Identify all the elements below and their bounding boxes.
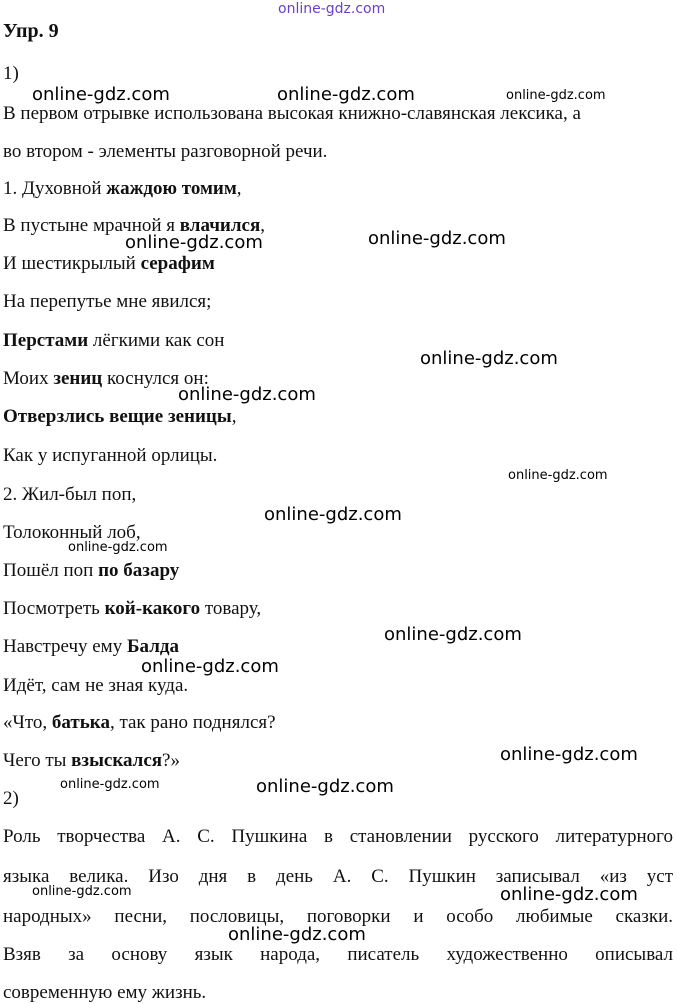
- watermark: online-gdz.com: [68, 540, 168, 555]
- watermark: online-gdz.com: [32, 884, 132, 899]
- paragraph-line-2: языка велика. Изо дня в день А. С. Пушкин записывал «из уст: [3, 866, 673, 887]
- paragraph-line-5: современную ему жизнь.: [3, 982, 207, 1003]
- text-span: товару,: [200, 598, 262, 619]
- watermark: online-gdz.com: [420, 348, 558, 369]
- bold-word: взыскался: [71, 750, 163, 771]
- watermark: online-gdz.com: [500, 744, 638, 765]
- poem-line: [3, 712, 276, 734]
- watermark: online-gdz.com: [125, 232, 263, 253]
- text-span: В пустыне мрачной я: [3, 215, 180, 236]
- text-span: ,: [231, 406, 237, 427]
- bold-word: Перстами: [3, 330, 89, 351]
- text-span: ?»: [162, 750, 180, 771]
- bold-word: Балда: [126, 636, 179, 657]
- poem-line: [3, 178, 242, 200]
- bold-word: влачился: [179, 215, 261, 236]
- poem-line: [3, 598, 261, 620]
- bold-word: Отверзлись вещие зеницы: [3, 406, 232, 427]
- text-span: , так рано поднялся?: [109, 712, 276, 733]
- watermark: online-gdz.com: [500, 884, 638, 905]
- text-span: Пошёл поп: [3, 560, 99, 581]
- poem-line: [3, 750, 180, 772]
- watermark: online-gdz.com: [508, 468, 608, 483]
- text-span: На перепутье мне явился;: [3, 291, 212, 312]
- bold-word: кой-какого: [104, 598, 201, 619]
- watermark: online-gdz.com: [264, 504, 402, 525]
- exercise-title: Упр. 9: [3, 20, 59, 42]
- bold-word: серафим: [140, 253, 215, 274]
- bold-word: жаждою томим: [106, 178, 237, 199]
- bold-word: батька: [51, 712, 110, 733]
- poem-line: [3, 253, 215, 275]
- text-span: лёгкими как сон: [88, 330, 225, 351]
- text-span: Чего ты: [3, 750, 72, 771]
- watermark: online-gdz.com: [32, 84, 170, 105]
- watermark: online-gdz.com: [256, 776, 394, 797]
- watermark: online-gdz.com: [384, 624, 522, 645]
- poem-line: [3, 291, 211, 313]
- part1-label: 1): [3, 63, 19, 84]
- poem-line: [3, 330, 224, 352]
- watermark: online-gdz.com: [277, 84, 415, 105]
- text-span: 1. Духовной: [3, 178, 107, 199]
- watermark: online-gdz.com: [60, 777, 160, 792]
- watermark: online-gdz.com: [506, 88, 606, 103]
- poem-line: [3, 636, 179, 658]
- poem-line: [3, 675, 188, 697]
- watermark: online-gdz.com: [141, 656, 279, 677]
- poem-line: [3, 445, 217, 467]
- paragraph-line-1: Роль творчества А. С. Пушкина в становлении русского литературного: [3, 826, 673, 847]
- text-span: ,: [260, 215, 265, 236]
- poem-line: [3, 560, 179, 582]
- bold-word: по базару: [98, 560, 180, 581]
- poem-line: [3, 484, 136, 506]
- part2-label: 2): [3, 788, 19, 809]
- bold-word: зениц: [53, 368, 103, 389]
- text-span: ,: [236, 178, 242, 199]
- paragraph-line-3: народных» песни, пословицы, поговорки и особо любимые сказки.: [3, 906, 673, 927]
- watermark-top: online-gdz.com: [278, 1, 386, 17]
- text-span: «Что,: [3, 712, 52, 733]
- text-span: И шестикрылый: [3, 253, 141, 274]
- text-span: Толоконный лоб,: [3, 522, 141, 543]
- text-span: Как у испуганной орлицы.: [3, 445, 218, 466]
- text-span: коснулся он:: [102, 368, 209, 389]
- text-span: 2. Жил-был поп,: [3, 484, 137, 505]
- watermark: online-gdz.com: [368, 228, 506, 249]
- text-span: Посмотреть: [3, 598, 105, 619]
- text-span: Моих: [3, 368, 54, 389]
- watermark: online-gdz.com: [228, 924, 366, 945]
- poem-line: [3, 406, 236, 428]
- watermark: online-gdz.com: [178, 384, 316, 405]
- paragraph-line-4: Взяв за основу язык народа, писатель художественно описывал: [3, 944, 673, 965]
- intro-line-1: В первом отрывке использована высокая книжно-славянская лексика, а: [3, 103, 581, 124]
- text-span: Идёт, сам не зная куда.: [3, 675, 189, 696]
- intro-line-2: во втором - элементы разговорной речи.: [3, 141, 328, 162]
- text-span: Навстречу ему: [3, 636, 127, 657]
